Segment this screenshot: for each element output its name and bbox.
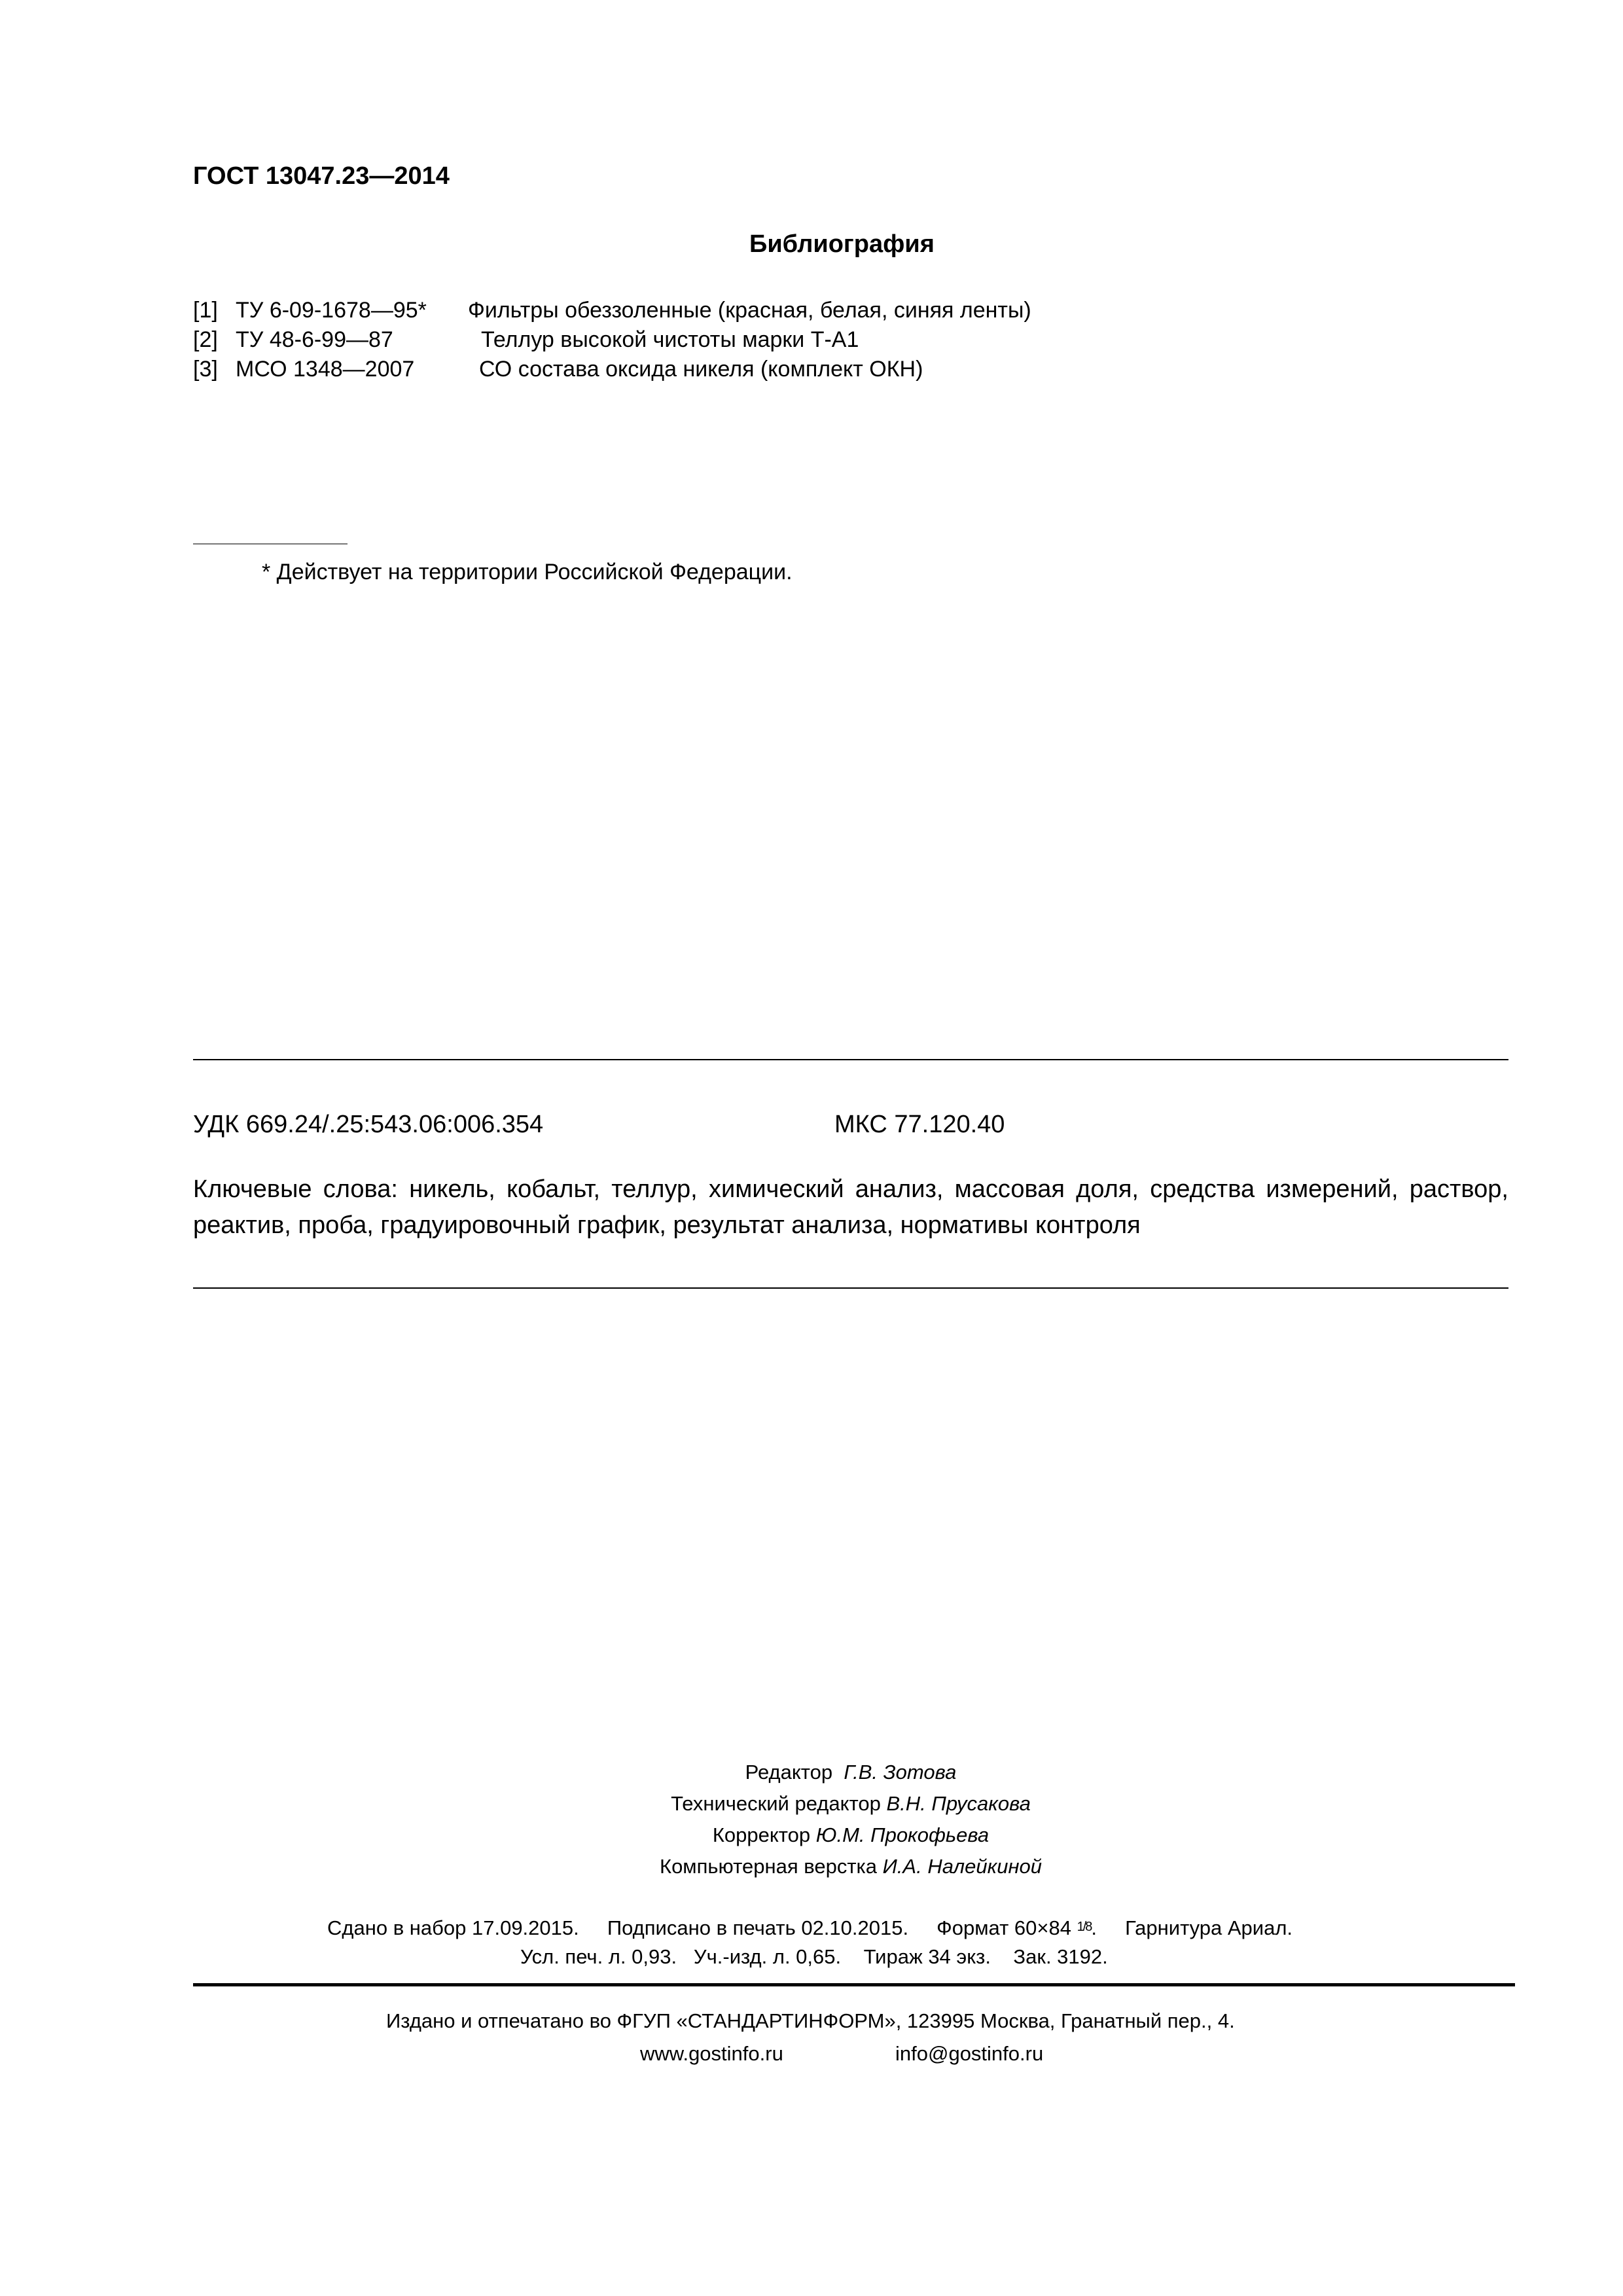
- reference-number: [1]: [193, 298, 218, 323]
- order-number: Зак. 3192.: [1013, 1945, 1108, 1968]
- footnote-divider: [193, 543, 348, 545]
- credit-role: Компьютерная верстка: [660, 1855, 878, 1878]
- credit-name: Г.В. Зотова: [844, 1761, 957, 1784]
- credit-editor: [745, 1761, 957, 1784]
- publisher-divider: [193, 1983, 1515, 1986]
- print-sheets: Усл. печ. л. 0,93.: [520, 1945, 677, 1968]
- bibliography-title: Библиография: [749, 230, 935, 258]
- reference-number: [2]: [193, 327, 218, 352]
- publisher-website[interactable]: www.gostinfo.ru: [640, 2042, 783, 2065]
- credit-tech-editor: [671, 1792, 1031, 1816]
- reference-number: [3]: [193, 357, 218, 382]
- reference-code: МСО 1348—2007: [236, 357, 415, 382]
- format-fraction: 1/8: [1077, 1920, 1092, 1934]
- credit-role: Технический редактор: [671, 1792, 881, 1815]
- credit-layout: [660, 1855, 1042, 1878]
- credit-name: В.Н. Прусакова: [886, 1792, 1031, 1815]
- circulation: Тираж 34 экз.: [863, 1945, 991, 1968]
- typeset-date: Сдано в набор 17.09.2015.: [327, 1916, 579, 1939]
- divider-bottom: [193, 1287, 1508, 1289]
- credit-role: Редактор: [745, 1761, 833, 1784]
- reference-description: Фильтры обеззоленные (красная, белая, синяя ленты): [468, 298, 1031, 323]
- udk-code: УДК 669.24/.25:543.06:006.354: [193, 1111, 544, 1138]
- print-info-line-2: [520, 1945, 1108, 1969]
- reference-description: СО состава оксида никеля (комплект ОКН): [479, 357, 923, 382]
- typeface: Гарнитура Ариал.: [1125, 1916, 1293, 1939]
- divider-top: [193, 1059, 1508, 1060]
- reference-code: ТУ 48-6-99—87: [236, 327, 393, 352]
- publisher-email[interactable]: info@gostinfo.ru: [895, 2042, 1044, 2065]
- credit-corrector: [713, 1823, 989, 1847]
- credit-name: Ю.М. Прокофьева: [815, 1823, 990, 1846]
- mks-code: МКС 77.120.40: [834, 1111, 1005, 1138]
- publisher-line: Издано и отпечатано во ФГУП «СТАНДАРТИНФОРМ», 123995 Москва, Гранатный пер., 4.: [386, 2009, 1235, 2032]
- standard-code: ГОСТ 13047.23—2014: [193, 162, 450, 190]
- print-info-line-1: Сдано в набор 17.09.2015. Подписано в печать 02.10.2015. Формат 60×84 1/8. Гарнитура Ариал.: [327, 1916, 1293, 1939]
- reference-code: ТУ 6-09-1678—95*: [236, 298, 427, 323]
- keywords: Ключевые слова: никель, кобальт, теллур, химический анализ, массовая доля, средства измерений, раствор, реактив, проба, градуировочный график, результат анализа, нормативы контроля: [193, 1175, 1508, 1239]
- credit-name: И.А. Налейкиной: [882, 1855, 1042, 1878]
- signed-date: Подписано в печать 02.10.2015.: [607, 1916, 909, 1939]
- publishing-sheets: Уч.-изд. л. 0,65.: [693, 1945, 842, 1968]
- credit-role: Корректор: [712, 1823, 811, 1846]
- footnote: * Действует на территории Российской Федерации.: [262, 560, 793, 584]
- print-format: Формат 60×84: [936, 1916, 1071, 1939]
- reference-description: Теллур высокой чистоты марки Т-А1: [481, 327, 859, 352]
